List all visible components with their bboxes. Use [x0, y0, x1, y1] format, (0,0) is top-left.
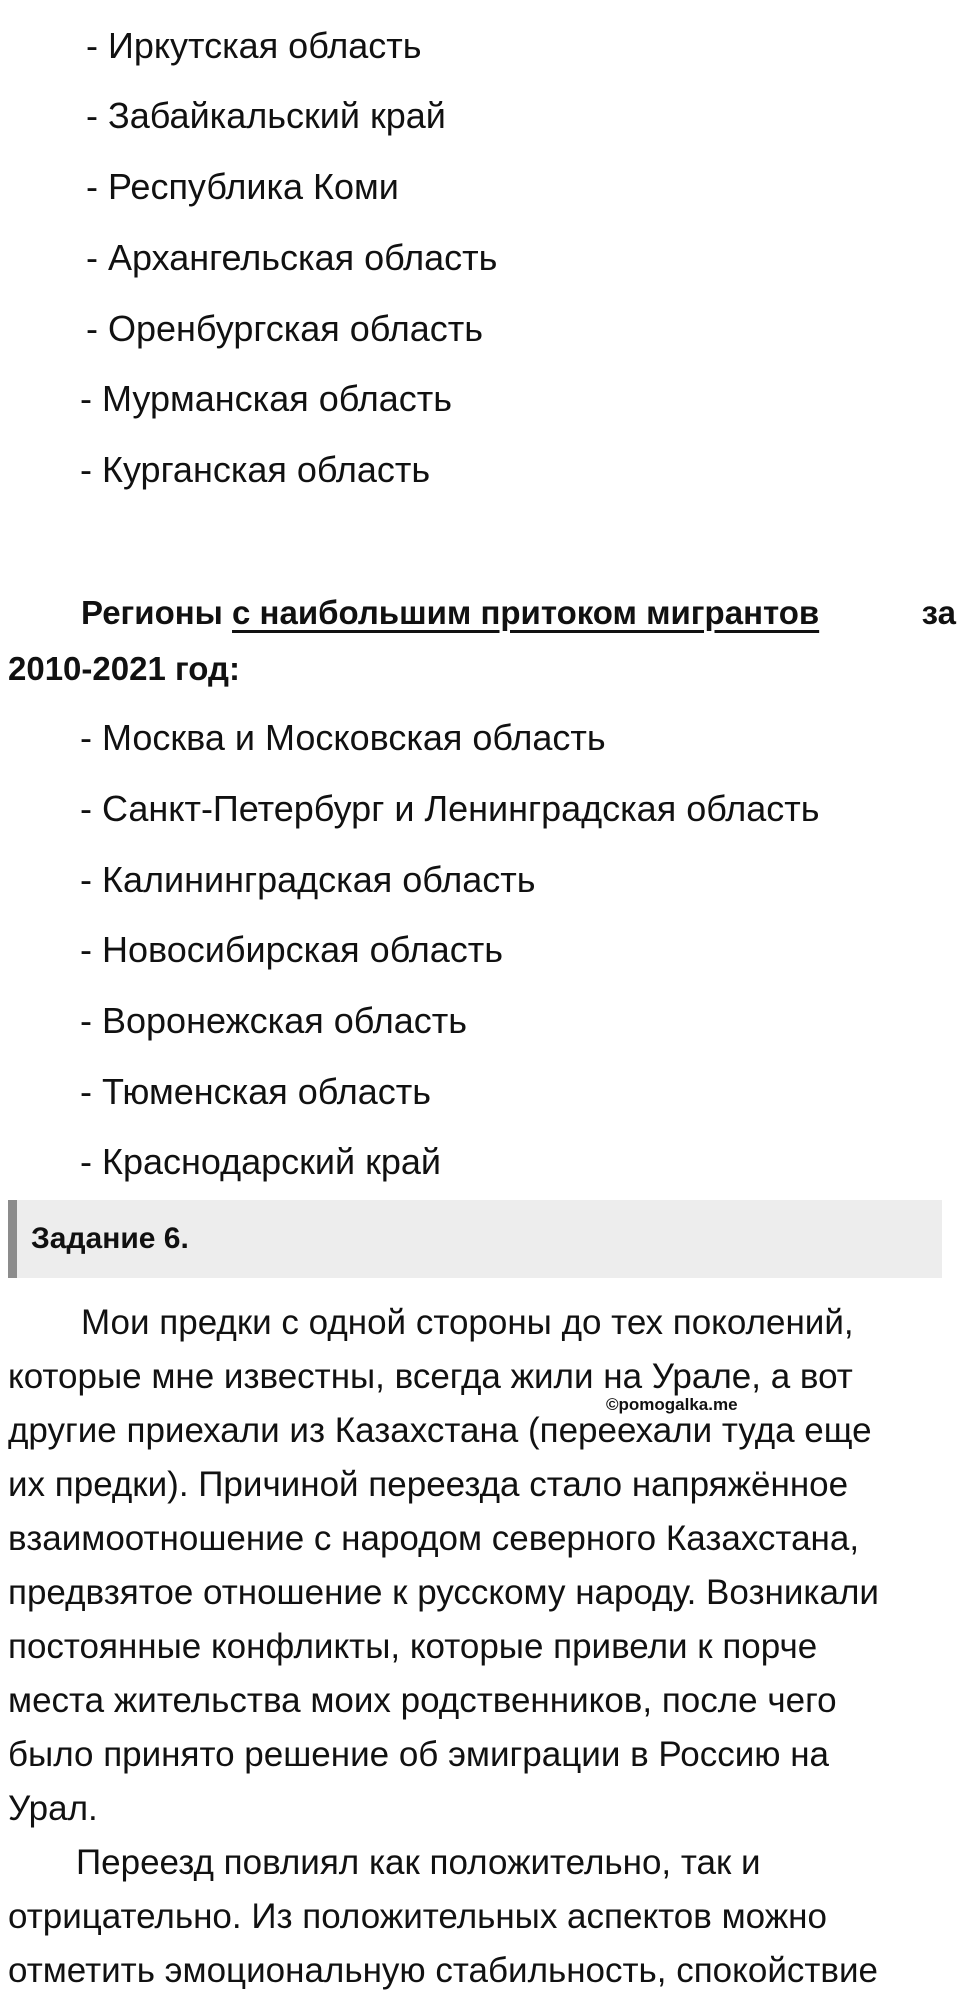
list-item: - Иркутская область: [86, 25, 422, 66]
list-item: - Новосибирская область: [80, 929, 503, 970]
watermark: ©pomogalka.me: [606, 1395, 738, 1414]
paragraph-line: их предки). Причиной переезда стало напряжённое: [8, 1465, 849, 1504]
list-item: - Архангельская область: [86, 237, 498, 278]
list-item: - Забайкальский край: [86, 95, 446, 136]
heading-lead: Регионы: [81, 594, 223, 631]
section-heading: [8, 585, 956, 697]
paragraph-line: Мои предки с одной стороны до тех поколений,: [81, 1303, 854, 1342]
list-item: - Мурманская область: [80, 378, 453, 419]
list-item: - Москва и Московская область: [80, 717, 606, 758]
task-title: Задание 6.: [31, 1222, 189, 1255]
paragraph-line: Урал.: [8, 1789, 98, 1828]
paragraph-line: отметить эмоциональную стабильность, спокойствие: [8, 1951, 879, 1990]
list-item: - Калининградская область: [80, 859, 536, 900]
list-item: - Санкт-Петербург и Ленинградская область: [80, 788, 820, 829]
task-header: [8, 1200, 942, 1278]
list-item: - Курганская область: [80, 449, 431, 490]
paragraph-line: другие приехали из Казахстана (переехали туда еще: [8, 1411, 872, 1450]
paragraph-line: отрицательно. Из положительных аспектов можно: [8, 1897, 827, 1936]
list-item: - Оренбургская область: [86, 308, 484, 349]
heading-underlined: с наибольшим притоком мигрантов: [232, 594, 820, 631]
list-item: - Краснодарский край: [80, 1141, 442, 1182]
paragraph-line: постоянные конфликты, которые привели к порче: [8, 1627, 818, 1666]
list-item: - Воронежская область: [80, 1000, 467, 1041]
answer-paragraph-1: [8, 1296, 879, 1836]
paragraph-line: взаимоотношение с народом северного Казахстана,: [8, 1519, 860, 1558]
heading-line2: 2010-2021 год:: [8, 650, 240, 687]
answer-paragraph-2: [8, 1836, 878, 1998]
paragraph-line: Переезд повлиял как положительно, так и: [76, 1843, 761, 1882]
paragraph-line: предвзятое отношение к русскому народу. Возникали: [8, 1573, 879, 1612]
paragraph-line: места жительства моих родственников, после чего: [8, 1681, 837, 1720]
list-item: - Республика Коми: [86, 166, 399, 207]
paragraph-line: было принято решение об эмиграции в Россию на: [8, 1735, 830, 1774]
list-item: - Тюменская область: [80, 1071, 431, 1112]
heading-tail: за: [921, 594, 956, 631]
paragraph-line: которые мне известны, всегда жили на Урале, а вот: [8, 1357, 853, 1396]
